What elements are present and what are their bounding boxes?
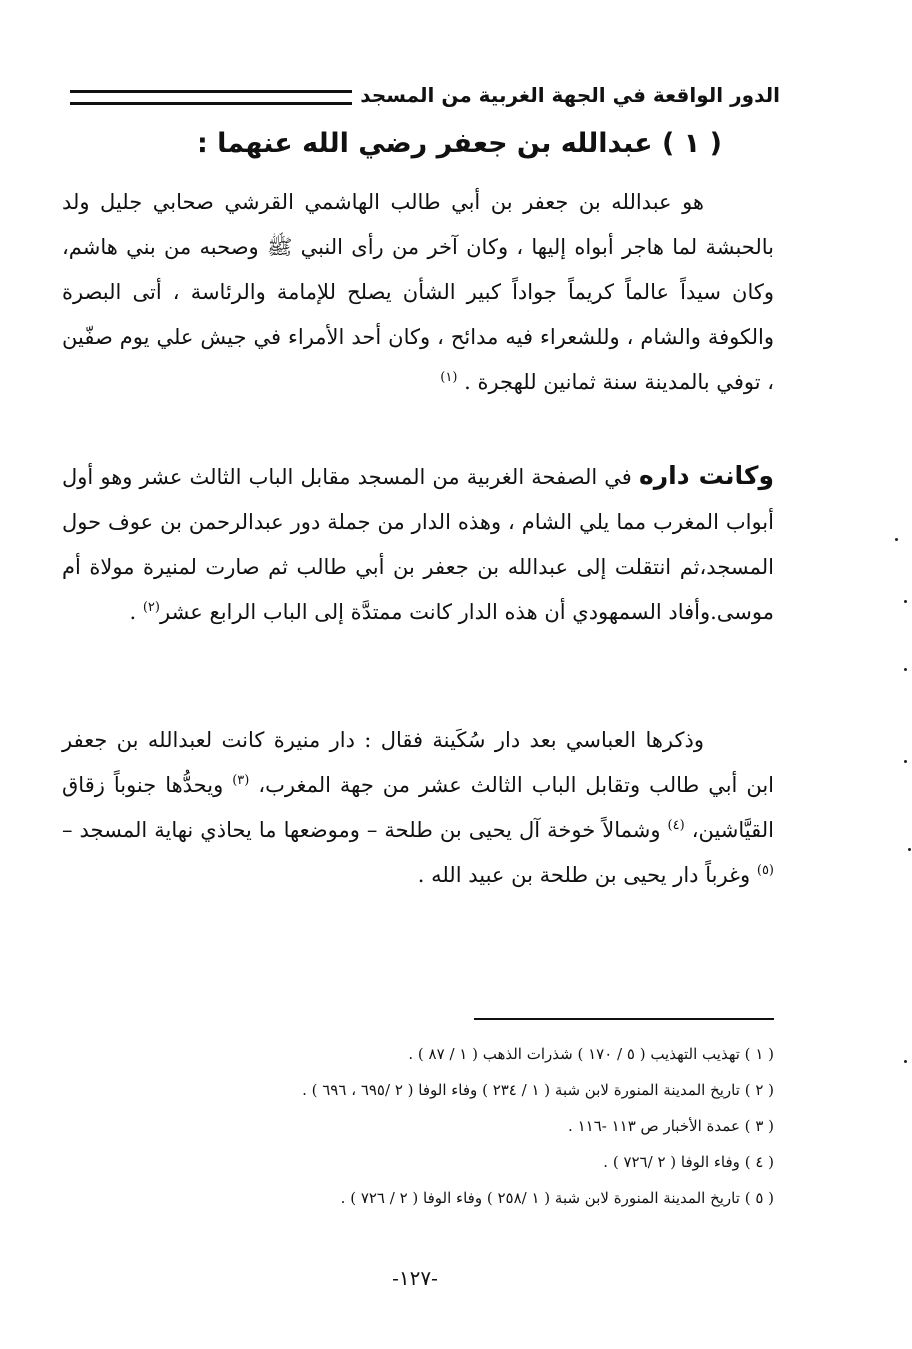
paragraph-house-text: في الصفحة الغربية من المسجد مقابل الباب الثالث عشر وهو أول أبواب المغرب مما يلي الشام ، وهذه الدار من جملة دور عبدالرحمن بن عوف حول المسجد،ثم انتقلت إلى عبدالله بن جعفر بن أبي طالب ثم صارت لمنيرة مولاة أم موسى.وأفاد السمهودي أن هذه الدار كانت ممتدَّة إلى الباب الرابع عشر [62,465,774,624]
section-heading: ( ١ ) عبدالله بن جعفر رضي الله عنهما : [196,128,722,159]
paragraph-abbasi-part-c: وشمالاً خوخة آل يحيى بن طلحة – وموضعها ما يحاذي نهاية المسجد – [62,818,661,842]
footnote-separator [474,1018,774,1020]
paragraph-abbasi-part-a: وذكرها العباسي بعد دار سُكَينة فقال : دار منيرة كانت لعبدالله بن جعفر ابن أبي طالب وتقابل الباب الثالث عشر من جهة المغرب، [62,728,775,797]
paragraph-house-location [62,453,774,635]
footnotes-list [62,1036,774,1216]
paragraph-lead-bold: وكانت داره [638,461,774,490]
footnote-ref-1: (١) [440,370,458,385]
scan-margin-mark [908,848,911,851]
paragraph-biography-text: هو عبدالله بن جعفر بن أبي طالب الهاشمي القرشي صحابي جليل ولد بالحبشة لما هاجر أبواه إليها ، وكان آخر من رأى النبي ﷺ وصحبه من بني هاشم، وكان سيداً عالماً كريماً جواداً كبير الشأن يصلح للإمامة والرئاسة ، أتى البصرة والكوفة والشام ، وللشعراء فيه مدائح ، وكان أحد الأمراء في جيش علي يوم صفّين ، توفي بالمدينة سنة ثمانين للهجرة . [62,190,774,394]
footnote-ref-2: (٢) [142,600,160,615]
running-header [70,78,780,112]
paragraph-abbasi-part-b: ويحدُّها جنوباً زقاق القيَّاشين، [62,773,774,842]
footnote-item: ( ٣ ) عمدة الأخبار ص ١١٣ -١١٦ . [568,1117,774,1135]
scan-margin-mark [904,668,907,671]
footnote-item: ( ٤ ) وفاء الوفا ( ٢ /٧٢٦ ) . [603,1153,774,1171]
footnote-ref-4: (٤) [667,818,685,833]
header-double-rule [70,90,352,105]
footnote-ref-3: (٣) [232,773,250,788]
footnote-item: ( ١ ) تهذيب التهذيب ( ٥ / ١٧٠ ) شذرات الذهب ( ١ / ٨٧ ) . [408,1045,774,1063]
scan-margin-mark [904,600,907,603]
footnote-ref-5: (٥) [756,863,774,878]
paragraph-abbasi [62,718,774,898]
page-number: -١٢٧- [392,1266,438,1290]
scan-margin-mark [904,1060,907,1063]
paragraph-house-end: . [129,600,137,624]
scan-margin-mark [895,538,898,541]
paragraph-abbasi-part-d: وغرباً دار يحيى بن طلحة بن عبيد الله . [417,863,751,887]
footnote-item: ( ٥ ) تاريخ المدينة المنورة لابن شبة ( ١ /٢٥٨ ) وفاء الوفا ( ٢ / ٧٢٦ ) . [340,1189,774,1207]
running-header-title: الدور الواقعة في الجهة الغربية من المسجد [360,83,780,107]
scan-margin-mark [904,760,907,763]
paragraph-biography [62,180,774,405]
footnote-item: ( ٢ ) تاريخ المدينة المنورة لابن شبة ( ١ / ٢٣٤ ) وفاء الوفا ( ٢ /٦٩٥ ، ٦٩٦ ) . [302,1081,774,1099]
